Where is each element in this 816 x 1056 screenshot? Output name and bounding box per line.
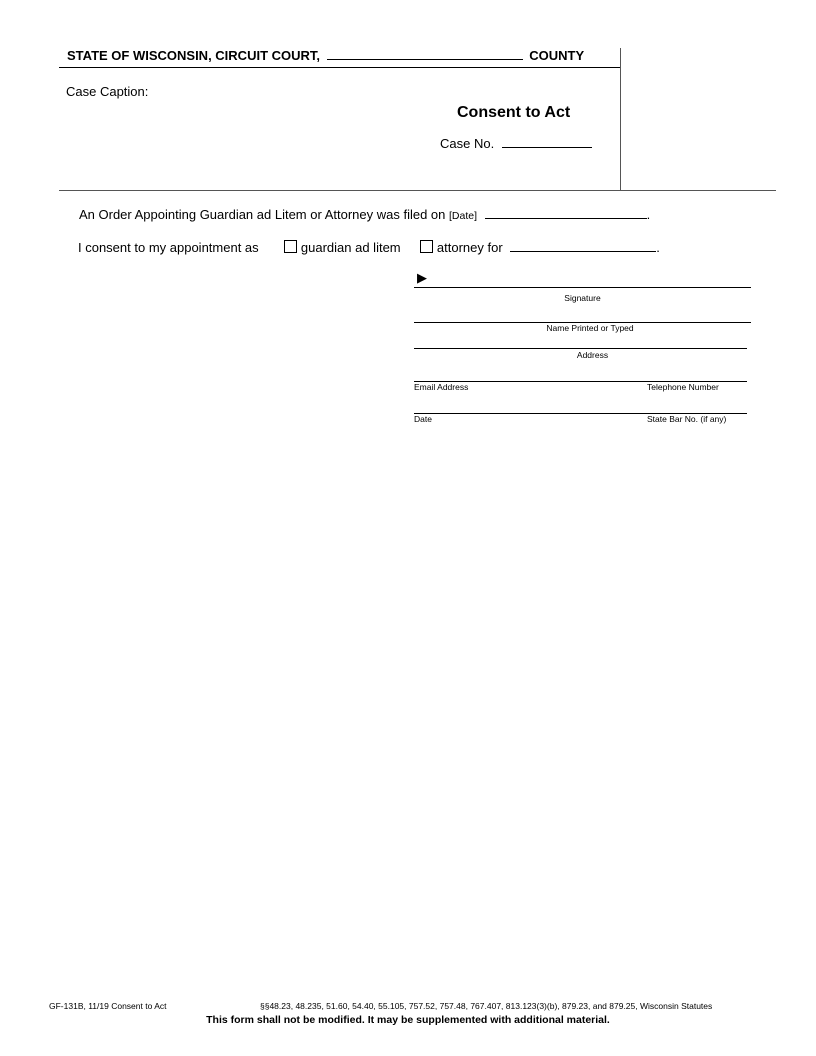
bar-number-label: State Bar No. (if any) — [647, 414, 727, 424]
consent-text: I consent to my appointment as — [78, 240, 259, 255]
court-prefix: STATE OF WISCONSIN, CIRCUIT COURT, — [67, 48, 321, 63]
date-tag: [Date] — [449, 210, 478, 222]
address-line[interactable] — [414, 348, 747, 349]
attorney-label: attorney for — [436, 240, 503, 255]
case-caption-label: Case Caption: — [66, 84, 149, 99]
header-bottom-line — [59, 190, 776, 191]
name-label: Name Printed or Typed — [546, 323, 634, 333]
case-number-row — [440, 136, 592, 151]
order-filed-line: An Order Appointing Guardian ad Litem or Attorney was filed on [Date] . — [79, 207, 651, 222]
form-title: Consent to Act — [457, 104, 571, 121]
email-label: Email Address — [414, 382, 469, 392]
statutes-citation: §§48.23, 48.235, 51.60, 54.40, 55.105, 757.52, 757.48, 767.407, 813.123(3)(b), 879.23, and 879.25, Wisconsin Statutes — [260, 1001, 713, 1011]
modification-notice: This form shall not be modified. It may be supplemented with additional material. — [206, 1014, 610, 1026]
court-heading — [67, 48, 584, 63]
date-label: Date — [414, 414, 432, 424]
case-no-label: Case No. — [440, 136, 495, 151]
guardian-ad-litem-checkbox[interactable] — [284, 240, 297, 253]
header-divider-line — [59, 67, 620, 68]
signature-line[interactable] — [414, 287, 751, 288]
order-date-field[interactable] — [485, 207, 647, 219]
signature-arrow-icon: ▶ — [417, 270, 427, 285]
address-label: Address — [576, 350, 609, 360]
guardian-ad-litem-label: guardian ad litem — [300, 240, 401, 255]
order-text: An Order Appointing Guardian ad Litem or Attorney was filed on — [79, 207, 446, 222]
attorney-checkbox[interactable] — [420, 240, 433, 253]
header-vertical-line — [620, 48, 621, 191]
county-field[interactable] — [327, 48, 523, 60]
form-id: GF-131B, 11/19 Consent to Act — [49, 1001, 167, 1011]
signature-label: Signature — [564, 293, 601, 303]
county-label: COUNTY — [529, 48, 585, 63]
phone-label: Telephone Number — [647, 382, 719, 392]
case-no-field[interactable] — [502, 136, 592, 148]
attorney-for-field[interactable] — [510, 240, 656, 252]
consent-line: I consent to my appointment as guardian ad litem attorney for . — [78, 240, 660, 255]
